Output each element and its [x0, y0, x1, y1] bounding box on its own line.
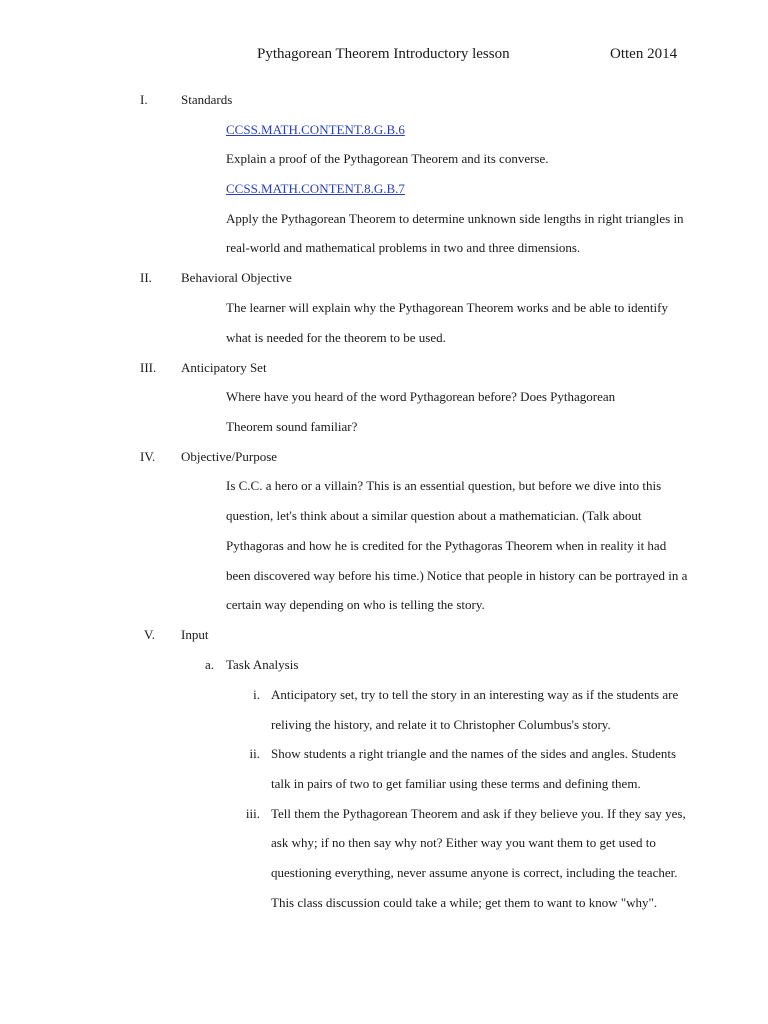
- subsection-letter-a: a.: [205, 657, 215, 672]
- section-text-line: Where have you heard of the word Pythagorean before? Does Pythagorean: [226, 389, 616, 404]
- task-item-line: ask why; if no then say why not? Either way you want them to get used to: [271, 835, 656, 850]
- task-item-line: Show students a right triangle and the names of the sides and angles. Students: [271, 746, 677, 761]
- task-item-line: talk in pairs of two to get familiar using these terms and defining them.: [271, 776, 641, 791]
- section-text-line: Explain a proof of the Pythagorean Theorem and its converse.: [226, 151, 549, 166]
- section-text-line: been discovered way before his time.) Notice that people in history can be portrayed in a: [226, 568, 688, 583]
- section-heading-input: Input: [181, 627, 209, 642]
- task-item-numeral-iii: iii.: [245, 806, 260, 821]
- document-title: Pythagorean Theorem Introductory lesson: [257, 46, 510, 62]
- task-item-line: Anticipatory set, try to tell the story in an interesting way as if the students are: [271, 687, 679, 702]
- page-header: [0, 46, 768, 66]
- section-text-line: Pythagoras and how he is credited for the Pythagoras Theorem when in reality it had: [226, 538, 667, 553]
- task-item-line: reliving the history, and relate it to Christopher Columbus's story.: [271, 717, 611, 732]
- task-item-numeral-i: i.: [253, 687, 260, 702]
- section-text-line: question, let's think about a similar question about a mathematician. (Talk about: [226, 508, 642, 523]
- standard-link-8gb7[interactable]: CCSS.MATH.CONTENT.8.G.B.7: [226, 181, 405, 196]
- task-item-line: This class discussion could take a while; get them to want to know "why".: [271, 895, 658, 910]
- section-numeral-1: I.: [140, 92, 148, 107]
- section-numeral-2: II.: [140, 270, 152, 285]
- section-heading-objective-purpose: Objective/Purpose: [181, 449, 278, 464]
- task-item-numeral-ii: ii.: [249, 746, 260, 761]
- author-year: Otten 2014: [610, 46, 678, 62]
- section-text-line: certain way depending on who is telling the story.: [226, 597, 485, 612]
- section-numeral-3: III.: [140, 360, 157, 375]
- section-heading-standards: Standards: [181, 92, 233, 107]
- section-text-line: Theorem sound familiar?: [226, 419, 358, 434]
- standard-link-8gb6[interactable]: CCSS.MATH.CONTENT.8.G.B.6: [226, 122, 405, 137]
- subsection-heading-task-analysis: Task Analysis: [226, 657, 299, 672]
- section-text-line: The learner will explain why the Pythagorean Theorem works and be able to identify: [226, 300, 668, 315]
- section-text-line: Apply the Pythagorean Theorem to determine unknown side lengths in right triangles in: [226, 211, 684, 226]
- section-text-line: Is C.C. a hero or a villain? This is an essential question, but before we dive into this: [226, 478, 662, 493]
- section-text-line: real-world and mathematical problems in two and three dimensions.: [226, 240, 581, 255]
- section-heading-anticipatory-set: Anticipatory Set: [181, 360, 267, 375]
- task-item-line: questioning everything, never assume anyone is correct, including the teacher.: [271, 865, 678, 880]
- task-item-line: Tell them the Pythagorean Theorem and ask if they believe you. If they say yes,: [271, 806, 686, 821]
- section-numeral-4: IV.: [140, 449, 156, 464]
- section-text-line: what is needed for the theorem to be used.: [226, 330, 446, 345]
- section-numeral-5: V.: [144, 627, 155, 642]
- section-heading-behavioral-objective: Behavioral Objective: [181, 270, 292, 285]
